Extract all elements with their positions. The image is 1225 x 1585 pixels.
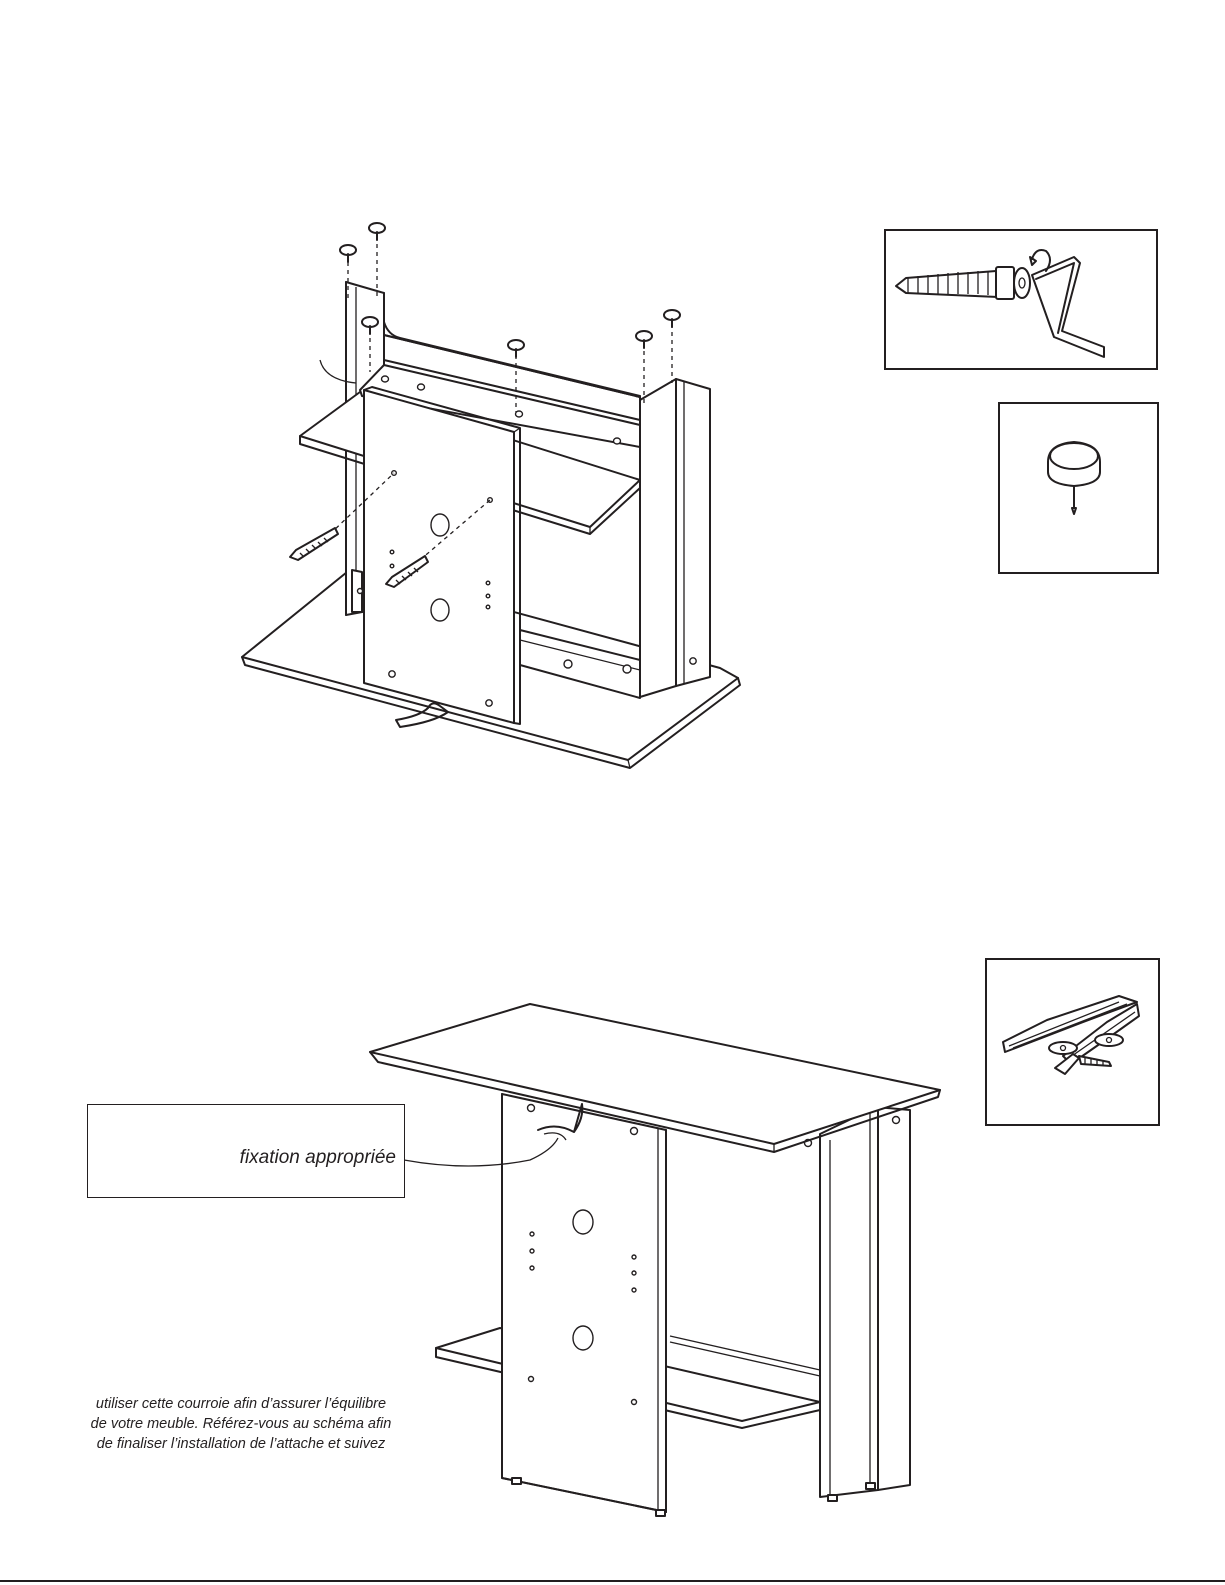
- note-line-2: de votre meuble. Référez-vous au schéma afin: [90, 1416, 392, 1432]
- hardware-box-strap: [985, 958, 1160, 1126]
- strap-instruction-note: [82, 1394, 400, 1454]
- callout-box: [87, 1104, 405, 1198]
- note-line-1: utiliser cette courroie afin d’assurer l’équilibre: [95, 1396, 387, 1412]
- desk-front-panel: [502, 1094, 666, 1516]
- right-leg: [805, 1107, 911, 1501]
- strap-kit-icon: [1003, 996, 1139, 1074]
- note-line-3: de finaliser l’installation de l’attache et suivez: [96, 1436, 386, 1452]
- page-bottom-rule: [0, 1580, 1225, 1582]
- callout-label: fixation appropriée: [239, 1147, 396, 1168]
